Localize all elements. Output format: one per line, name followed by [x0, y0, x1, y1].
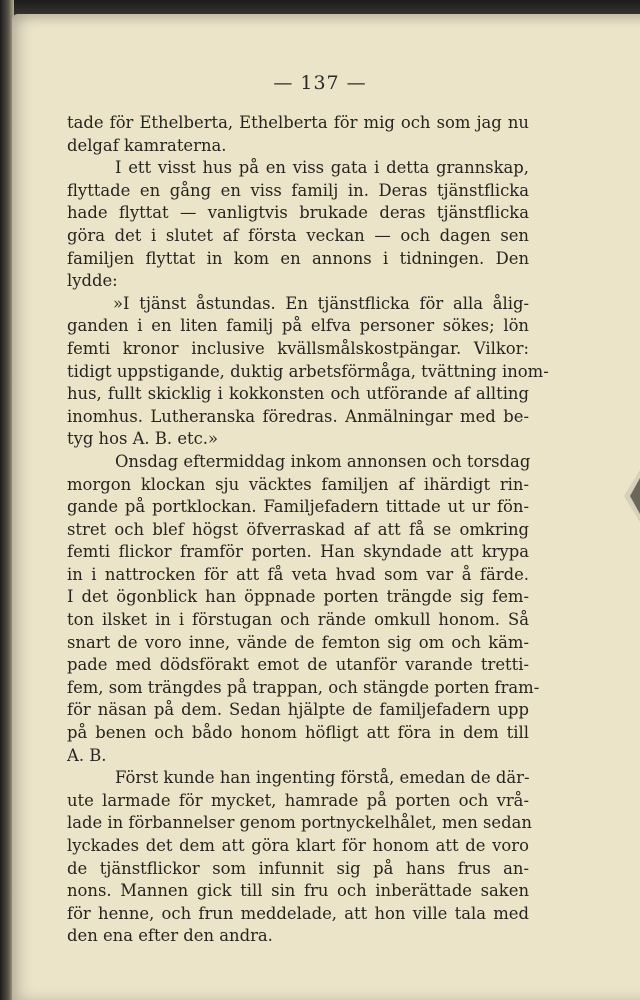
- text-line: hade flyttat — vanligtvis brukade deras tjänstflicka: [67, 203, 529, 223]
- text-line: I ett visst hus på en viss gata i detta grannskap,: [115, 158, 529, 178]
- text-line: delgaf kamraterna.: [67, 135, 227, 155]
- text-line: på benen och bådo honom höfligt att föra in dem till: [67, 723, 529, 743]
- text-line: stret och blef högst öfverraskad af att få se omkring: [67, 519, 529, 539]
- text-line: lade in förbannelser genom portnyckelhålet, men sedan: [67, 813, 532, 833]
- text-line: Först kunde han ingenting förstå, emedan de där-: [115, 768, 530, 788]
- text-line: gande på portklockan. Familjefadern tittade ut ur fön-: [67, 497, 529, 517]
- text-line: ganden i en liten familj på elfva personer sökes; lön: [67, 316, 529, 336]
- text-line: Onsdag eftermiddag inkom annonsen och torsdag: [115, 451, 531, 471]
- text-line: tyg hos A. B. etc.»: [67, 429, 219, 449]
- text-line: lyckades det dem att göra klart för honom att de voro: [67, 836, 529, 855]
- text-line: för näsan på dem. Sedan hjälpte de familjefadern upp: [67, 700, 529, 720]
- text-line: familjen flyttat in kom en annons i tidningen. Den: [67, 248, 529, 268]
- text-line: ton ilsket in i förstugan och rände omkull honom. Så: [67, 610, 529, 630]
- text-line: göra det i slutet af första veckan — och dagen sen: [67, 225, 529, 245]
- text-line: för henne, och frun meddelade, att hon ville tala med: [67, 903, 529, 923]
- text-line: fem, som trängdes på trappan, och stängde porten fram-: [67, 677, 540, 697]
- body-text: [67, 112, 549, 948]
- text-line: tade för Ethelberta, Ethelberta för mig och som jag nu: [67, 113, 529, 132]
- text-line: tidigt uppstigande, duktig arbetsförmåga, tvättning inom-: [67, 361, 549, 381]
- text-line: »I tjänst åstundas. En tjänstflicka för alla ålig-: [113, 293, 529, 313]
- text-line: snart de voro inne, vände de femton sig om och käm-: [67, 632, 529, 652]
- text-line: morgon klockan sju väcktes familjen af ihärdigt rin-: [67, 474, 529, 494]
- text-line: flyttade en gång en viss familj in. Deras tjänstflicka: [67, 180, 529, 200]
- text-line: hus, fullt skicklig i kokkonsten och utförande af allting: [67, 384, 529, 404]
- text-line: pade med dödsförakt emot de utanför varande tretti-: [67, 655, 529, 675]
- text-line: femti flickor framför porten. Han skyndade att krypa: [67, 542, 529, 562]
- text-line: ute larmade för mycket, hamrade på porten och vrå-: [67, 790, 529, 810]
- text-line: den ena efter den andra.: [67, 926, 273, 946]
- text-line: nons. Mannen gick till sin fru och inberättade saken: [67, 881, 529, 901]
- text-line: inomhus. Lutheranska föredras. Anmälningar med be-: [67, 406, 529, 426]
- page-number: — 137 —: [273, 72, 367, 94]
- text-line: A. B.: [67, 745, 107, 765]
- text-line: femti kronor inclusive kvällsmålskostpängar. Vilkor:: [67, 338, 529, 358]
- text-line: I det ögonblick han öppnade porten trängde sig fem-: [67, 587, 529, 607]
- text-line: de tjänstflickor som infunnit sig på hans frus an-: [67, 858, 529, 878]
- text-line: lydde:: [67, 271, 118, 291]
- text-line: in i nattrocken för att få veta hvad som var å färde.: [67, 564, 529, 584]
